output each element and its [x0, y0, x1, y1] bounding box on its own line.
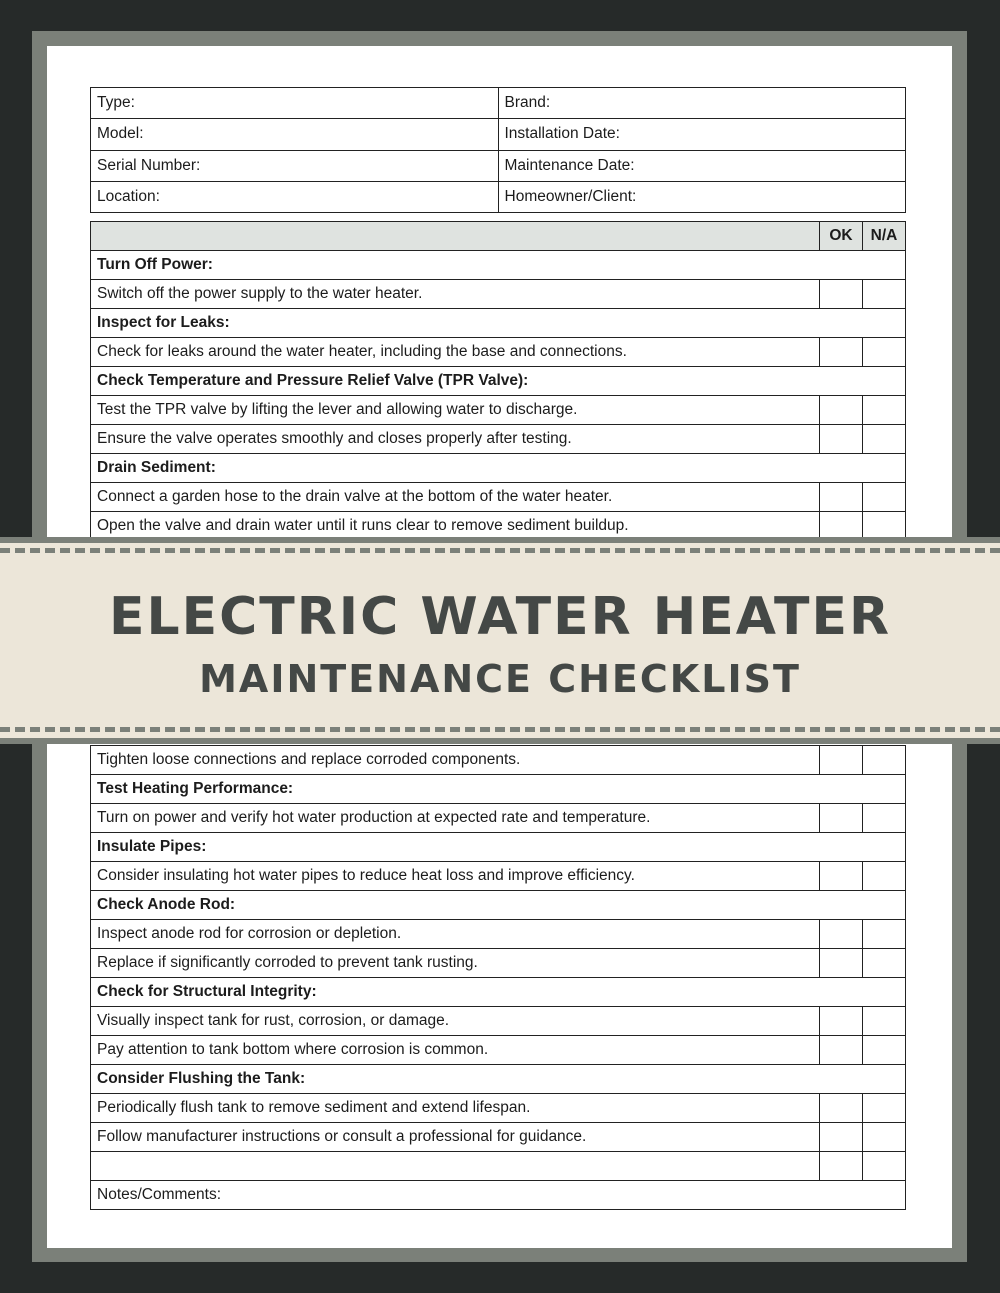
na-checkbox[interactable] — [863, 338, 906, 367]
title-banner-inner — [0, 543, 1000, 738]
info-field[interactable]: Brand: — [498, 88, 906, 119]
ok-checkbox[interactable] — [820, 920, 863, 949]
info-row — [91, 88, 906, 119]
checklist-item-row — [91, 396, 906, 425]
section-heading-row — [91, 454, 906, 483]
checklist-item-text: Turn on power and verify hot water production at expected rate and temperature. — [91, 804, 820, 833]
info-field[interactable]: Maintenance Date: — [498, 150, 906, 181]
checklist-item-text: Periodically flush tank to remove sediment and extend lifespan. — [91, 1094, 820, 1123]
section-heading: Consider Flushing the Tank: — [91, 1065, 906, 1094]
cover-subtitle: MAINTENANCE CHECKLIST — [199, 657, 801, 701]
checklist-item-text: Ensure the valve operates smoothly and closes properly after testing. — [91, 425, 820, 454]
section-heading: Turn Off Power: — [91, 251, 906, 280]
ok-checkbox[interactable] — [820, 949, 863, 978]
checklist-item-row — [91, 483, 906, 512]
checklist-item-text — [91, 1152, 820, 1181]
checklist-item-text: Follow manufacturer instructions or consult a professional for guidance. — [91, 1123, 820, 1152]
checklist-item-text: Connect a garden hose to the drain valve at the bottom of the water heater. — [91, 483, 820, 512]
checklist-item-text: Test the TPR valve by lifting the lever and allowing water to discharge. — [91, 396, 820, 425]
checklist-item-text: Visually inspect tank for rust, corrosion, or damage. — [91, 1007, 820, 1036]
na-checkbox[interactable] — [863, 280, 906, 309]
checklist-header-row — [91, 222, 906, 251]
section-heading-row — [91, 1065, 906, 1094]
section-heading-row — [91, 309, 906, 338]
checklist-item-row — [91, 425, 906, 454]
ok-checkbox[interactable] — [820, 425, 863, 454]
notes-row — [91, 1181, 906, 1210]
info-row — [91, 181, 906, 212]
ok-checkbox[interactable] — [820, 804, 863, 833]
na-checkbox[interactable] — [863, 804, 906, 833]
checklist-item-text: Open the valve and drain water until it runs clear to remove sediment buildup. — [91, 512, 820, 541]
info-field[interactable]: Installation Date: — [498, 119, 906, 150]
ok-checkbox[interactable] — [820, 1094, 863, 1123]
checklist-item-row — [91, 746, 906, 775]
info-field[interactable]: Serial Number: — [91, 150, 499, 181]
section-heading: Check Anode Rod: — [91, 891, 906, 920]
checklist-table-upper — [90, 221, 906, 541]
title-banner — [0, 537, 1000, 744]
checklist-item-row — [91, 1152, 906, 1181]
na-checkbox[interactable] — [863, 862, 906, 891]
na-checkbox[interactable] — [863, 1094, 906, 1123]
na-checkbox[interactable] — [863, 425, 906, 454]
ok-checkbox[interactable] — [820, 1123, 863, 1152]
notes-label[interactable]: Notes/Comments: — [91, 1181, 906, 1210]
ok-checkbox[interactable] — [820, 338, 863, 367]
na-checkbox[interactable] — [863, 949, 906, 978]
section-heading: Inspect for Leaks: — [91, 309, 906, 338]
na-checkbox[interactable] — [863, 920, 906, 949]
cover-title: ELECTRIC WATER HEATER — [108, 587, 892, 647]
na-checkbox[interactable] — [863, 1007, 906, 1036]
checklist-item-row — [91, 804, 906, 833]
ok-checkbox[interactable] — [820, 1036, 863, 1065]
checklist-item-row — [91, 280, 906, 309]
ok-checkbox[interactable] — [820, 1007, 863, 1036]
section-heading-row — [91, 251, 906, 280]
ok-checkbox[interactable] — [820, 396, 863, 425]
checklist-item-text: Replace if significantly corroded to prevent tank rusting. — [91, 949, 820, 978]
dashed-line-top — [0, 548, 1000, 553]
na-checkbox[interactable] — [863, 396, 906, 425]
ok-checkbox[interactable] — [820, 1152, 863, 1181]
na-checkbox[interactable] — [863, 1152, 906, 1181]
section-heading: Drain Sediment: — [91, 454, 906, 483]
ok-checkbox[interactable] — [820, 280, 863, 309]
section-heading: Test Heating Performance: — [91, 775, 906, 804]
section-heading: Insulate Pipes: — [91, 833, 906, 862]
checklist-item-row — [91, 949, 906, 978]
checklist-item-text: Switch off the power supply to the water heater. — [91, 280, 820, 309]
checklist-item-text: Check for leaks around the water heater, including the base and connections. — [91, 338, 820, 367]
section-heading: Check for Structural Integrity: — [91, 978, 906, 1007]
section-heading-row — [91, 775, 906, 804]
info-row — [91, 150, 906, 181]
info-field[interactable]: Location: — [91, 181, 499, 212]
header-blank-cell — [91, 222, 820, 251]
info-field[interactable]: Model: — [91, 119, 499, 150]
section-heading-row — [91, 833, 906, 862]
na-checkbox[interactable] — [863, 1123, 906, 1152]
checklist-table-lower — [90, 745, 906, 1210]
section-heading-row — [91, 891, 906, 920]
checklist-item-text: Consider insulating hot water pipes to reduce heat loss and improve efficiency. — [91, 862, 820, 891]
checklist-item-row — [91, 862, 906, 891]
equipment-info-table — [90, 87, 906, 213]
checklist-item-row — [91, 1094, 906, 1123]
section-heading: Check Temperature and Pressure Relief Valve (TPR Valve): — [91, 367, 906, 396]
na-checkbox[interactable] — [863, 1036, 906, 1065]
checklist-item-row — [91, 338, 906, 367]
checklist-item-row — [91, 1036, 906, 1065]
info-row — [91, 119, 906, 150]
checklist-item-row — [91, 1007, 906, 1036]
section-heading-row — [91, 978, 906, 1007]
checklist-item-text: Tighten loose connections and replace corroded components. — [91, 746, 820, 775]
checklist-item-row — [91, 920, 906, 949]
na-column-header: N/A — [863, 222, 906, 251]
checklist-item-text: Inspect anode rod for corrosion or depletion. — [91, 920, 820, 949]
ok-column-header: OK — [820, 222, 863, 251]
info-field[interactable]: Type: — [91, 88, 499, 119]
info-field[interactable]: Homeowner/Client: — [498, 181, 906, 212]
ok-checkbox[interactable] — [820, 862, 863, 891]
checklist-item-row — [91, 1123, 906, 1152]
na-checkbox[interactable] — [863, 483, 906, 512]
ok-checkbox[interactable] — [820, 483, 863, 512]
section-heading-row — [91, 367, 906, 396]
ok-checkbox[interactable] — [820, 746, 863, 775]
checklist-item-text: Pay attention to tank bottom where corrosion is common. — [91, 1036, 820, 1065]
dashed-line-bottom — [0, 727, 1000, 732]
na-checkbox[interactable] — [863, 746, 906, 775]
